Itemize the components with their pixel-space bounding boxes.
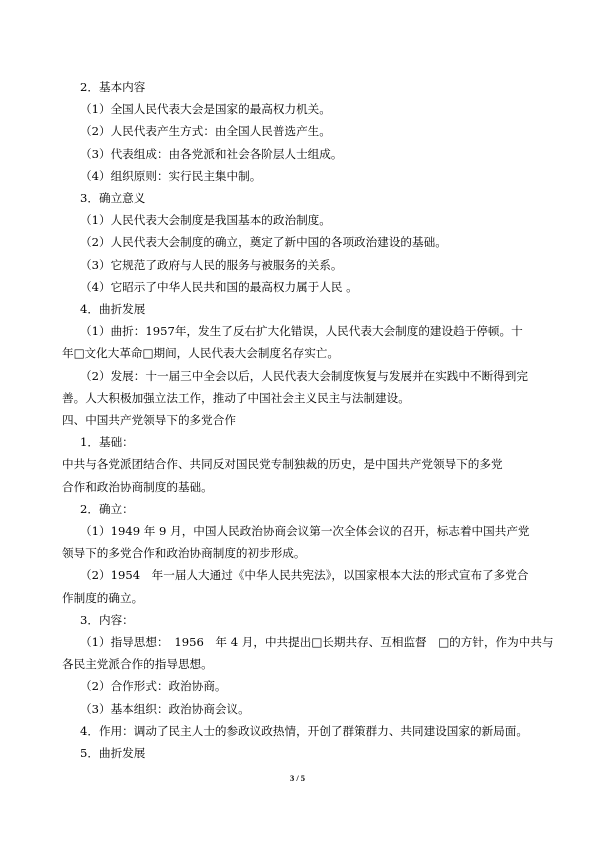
text-line: （2）人民代表产生方式：由全国人民普选产生。 bbox=[80, 124, 331, 139]
text-line: （2）合作形式：政治协商。 bbox=[80, 679, 227, 694]
page-number: 3 / 5 bbox=[289, 773, 306, 784]
text-line: 领导下的多党合作和政治协商制度的初步形成。 bbox=[62, 546, 306, 561]
heading-twists: 5．曲折发展 bbox=[80, 746, 146, 760]
text-line: （2）1954 年一届人大通过《中华人民共宪法》，以国家根本大法的形式宣布了多党合 bbox=[80, 568, 529, 583]
heading-development: 4．曲折发展 bbox=[80, 302, 146, 316]
heading-significance: 3．确立意义 bbox=[80, 191, 146, 205]
text-line: （3）基本组织：政治协商会议。 bbox=[80, 701, 250, 716]
heading-foundation: 1．基础： bbox=[80, 435, 134, 450]
text-line: （1）全国人民代表大会是国家的最高权力机关。 bbox=[80, 102, 331, 117]
text-line: （1）指导思想： 1956 年 4 月，中共提出□长期共存、互相监督 □的方针，作为中共与 bbox=[80, 635, 554, 649]
text-line: （4）它昭示了中华人民共和国的最高权力属于人民 。 bbox=[80, 279, 358, 294]
text-line: 作制度的确立。 bbox=[62, 590, 144, 605]
text-line: （1）人民代表大会制度是我国基本的政治制度。 bbox=[80, 213, 331, 228]
text-line: 年□文化大革命□期间，人民代表大会制度名存实亡。 bbox=[62, 346, 339, 361]
text-line: （4）组织原则：实行民主集中制。 bbox=[80, 168, 262, 183]
text-line: （1）1949 年 9 月，中国人民政治协商会议第一次全体会议的召开，标志着中国共产党 bbox=[80, 524, 530, 538]
text-line: 中共与各党派团结合作、共同反对国民党专制独裁的历史，是中国共产党领导下的多党 bbox=[62, 457, 503, 472]
text-line: 善。人大积极加强立法工作，推动了中国社会主义民主与法制建设。 bbox=[62, 390, 410, 405]
text-line: （3）它规范了政府与人民的服务与被服务的关系。 bbox=[80, 257, 343, 272]
text-line: （2）人民代表大会制度的确立，奠定了新中国的各项政治建设的基础。 bbox=[80, 235, 447, 250]
text-line: （3）代表组成：由各党派和社会各阶层人士组成。 bbox=[80, 146, 343, 161]
heading-content: 3．内容： bbox=[80, 612, 134, 627]
text-line: 合作和政治协商制度的基础。 bbox=[62, 479, 213, 494]
section-heading-multiparty: 四、中国共产党领导下的多党合作 bbox=[62, 413, 236, 427]
heading-basic-content: 2．基本内容 bbox=[80, 80, 146, 94]
text-line: 各民主党派合作的指导思想。 bbox=[62, 657, 213, 672]
heading-establishment: 2．确立： bbox=[80, 501, 134, 516]
text-line: 4．作用：调动了民主人士的参政议政热情，开创了群策群力、共同建设国家的新局面。 bbox=[80, 723, 528, 738]
text-line: （2）发展：十一届三中全会以后，人民代表大会制度恢复与发展并在实践中不断得到完 bbox=[80, 368, 528, 383]
text-line: （1）曲折：1957年，发生了反右扩大化错误，人民代表大会制度的建设趋于停顿。十 bbox=[80, 324, 523, 339]
